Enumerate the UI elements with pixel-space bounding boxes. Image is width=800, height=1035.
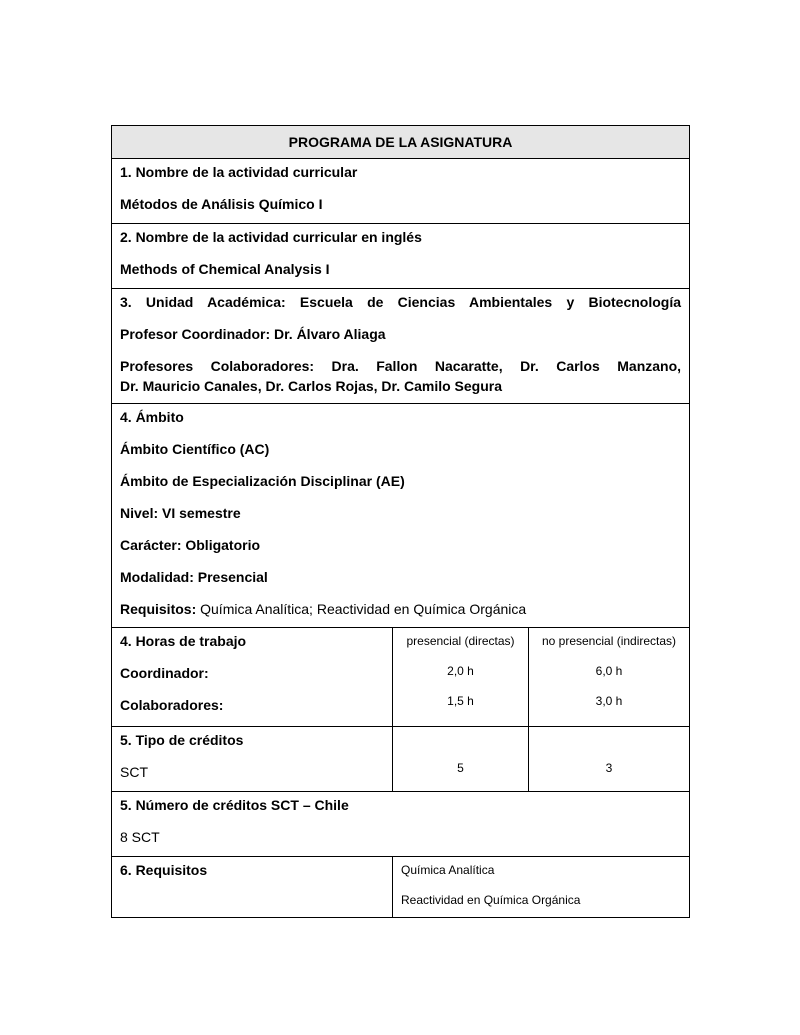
requirement-item: Química Analítica — [401, 863, 495, 877]
collaborators-line-1: Profesores Colaboradores: Dra. Fallon Nacaratte, Dr. Carlos Manzano, — [120, 358, 682, 374]
academic-unit: 3. Unidad Académica: Escuela de Ciencias Ambientales y Biotecnología — [120, 294, 682, 310]
scope-title: 4. Ámbito — [120, 409, 184, 425]
course-program-table — [111, 125, 690, 918]
hours-labels — [112, 628, 393, 727]
section-name-row — [112, 159, 690, 224]
section-name — [112, 159, 690, 224]
requirements-list — [393, 857, 690, 918]
level: Nivel: VI semestre — [120, 505, 241, 521]
table-header: PROGRAMA DE LA ASIGNATURA — [112, 126, 690, 159]
requirements-row — [112, 857, 690, 918]
hours-no-presencial-header: no presencial (indirectas) — [541, 634, 677, 648]
section-name-value: Métodos de Análisis Químico I — [120, 196, 323, 212]
section-english-value: Methods of Chemical Analysis I — [120, 261, 330, 277]
hours-presencial-header: presencial (directas) — [406, 634, 515, 648]
hours-presencial-value: 1,5 h — [447, 694, 474, 708]
credits-no-presencial-value: 3 — [605, 761, 613, 775]
header-row — [112, 126, 690, 159]
credits-type-row — [112, 727, 690, 792]
scope-scientific: Ámbito Científico (AC) — [120, 441, 270, 457]
hours-no-presencial-value: 3,0 h — [595, 694, 623, 708]
credits-number — [112, 792, 690, 857]
requirement-item: Reactividad en Química Orgánica — [401, 893, 581, 907]
section-scope — [112, 404, 690, 628]
hours-title: 4. Horas de trabajo — [120, 633, 247, 649]
credits-number-value: 8 SCT — [120, 829, 160, 845]
section-scope-row — [112, 404, 690, 628]
section-english-row — [112, 224, 690, 289]
credits-presencial-cell — [393, 727, 529, 792]
requirements-value: Química Analítica; Reactividad en Química Orgánica — [196, 601, 527, 617]
hours-presencial-column — [393, 628, 529, 727]
section-english-name — [112, 224, 690, 289]
credits-type-label: SCT — [120, 764, 148, 780]
section-english-title: 2. Nombre de la actividad curricular en inglés — [120, 229, 422, 245]
credits-type — [112, 727, 393, 792]
hours-row — [112, 628, 690, 727]
hours-no-presencial-column — [529, 628, 690, 727]
section-academic-unit — [112, 289, 690, 404]
character: Carácter: Obligatorio — [120, 537, 261, 553]
hours-no-presencial-value: 6,0 h — [595, 664, 623, 678]
credits-number-title: 5. Número de créditos SCT – Chile — [120, 797, 349, 813]
requirements-title-cell — [112, 857, 393, 918]
hours-row-label: Coordinador: — [120, 665, 209, 681]
requirements-title: 6. Requisitos — [120, 862, 208, 878]
credits-number-row — [112, 792, 690, 857]
hours-row-label: Colaboradores: — [120, 697, 224, 713]
credits-no-presencial-cell — [529, 727, 690, 792]
section-name-title: 1. Nombre de la actividad curricular — [120, 164, 358, 180]
requirements-label: Requisitos: — [120, 601, 197, 617]
modality: Modalidad: Presencial — [120, 569, 268, 585]
section-unit-row — [112, 289, 690, 404]
requirements-line — [120, 599, 681, 619]
collaborators-line-2: Dr. Mauricio Canales, Dr. Carlos Rojas, Dr. Camilo Segura — [120, 378, 503, 394]
coordinator: Profesor Coordinador: Dr. Álvaro Aliaga — [120, 326, 386, 342]
credits-presencial-value: 5 — [457, 761, 464, 775]
credits-type-title: 5. Tipo de créditos — [120, 732, 244, 748]
hours-presencial-value: 2,0 h — [447, 664, 474, 678]
scope-specialization: Ámbito de Especialización Disciplinar (AE) — [120, 473, 405, 489]
